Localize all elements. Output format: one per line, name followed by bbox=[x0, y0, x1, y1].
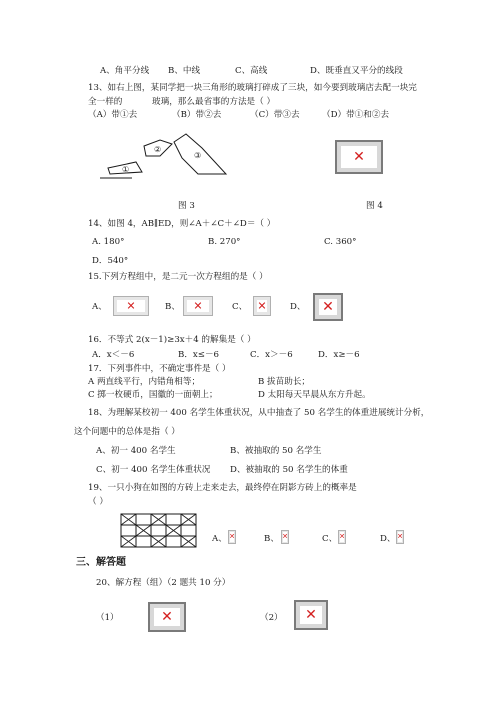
q20-part-1-broken-image: ✕ bbox=[148, 602, 186, 632]
q14-option-d: D．540° bbox=[92, 256, 129, 266]
q14-option-b: B. 270° bbox=[208, 237, 241, 247]
q19-option-d-broken-image: ✕ bbox=[396, 530, 404, 544]
q17-option-d: D 太阳每天早晨从东方升起。 bbox=[258, 390, 371, 400]
glass-piece-2-label: ② bbox=[154, 145, 162, 154]
q16-option-a: A．x＜－6 bbox=[92, 350, 135, 360]
q15-option-b-broken-image: ✕ bbox=[183, 296, 213, 316]
tile bbox=[181, 525, 196, 536]
q19-label-d: D、 bbox=[380, 534, 396, 544]
q16-stem: 16．不等式 2(x－1)≥3x＋4 的解集是（ ） bbox=[88, 335, 256, 345]
q13-option-b: （B）带②去 bbox=[172, 110, 222, 120]
q18-option-d: D、被抽取的 50 名学生的体重 bbox=[230, 465, 348, 475]
q19-stem-line2: （ ） bbox=[88, 497, 108, 507]
q13-stem-line2b: 玻璃，那么最省事的方法是（ ） bbox=[152, 97, 276, 107]
glass-piece-3-label: ③ bbox=[194, 151, 202, 160]
tile bbox=[166, 514, 181, 525]
q15-label-c: C、 bbox=[232, 302, 248, 312]
q13-option-d: （D）带①和②去 bbox=[322, 110, 390, 120]
q19-label-a: A、 bbox=[212, 534, 227, 544]
q18-option-a: A、初一 400 名学生 bbox=[96, 446, 176, 456]
tile bbox=[121, 525, 136, 536]
q12-option-a: A、角平分线 bbox=[100, 66, 150, 76]
figure-3-caption: 图 3 bbox=[178, 201, 195, 211]
q13-option-c: （C）带③去 bbox=[250, 110, 300, 120]
q18-stem-line2: 这个问题中的总体是指（ ） bbox=[74, 427, 180, 437]
q19-option-b-broken-image: ✕ bbox=[281, 530, 289, 544]
q20-part-2-label: （2） bbox=[260, 613, 283, 623]
q18-stem-line1: 18、为理解某校初一 400 名学生体重状况，从中抽查了 50 名学生的体重进展统计分析， bbox=[88, 408, 430, 418]
q18-option-c: C、初一 400 名学生体重状况 bbox=[96, 465, 211, 475]
glass-piece-1-label: ① bbox=[122, 165, 130, 174]
q14-option-c: C. 360° bbox=[324, 237, 357, 247]
section-3-heading: 三、解答题 bbox=[76, 557, 126, 568]
q20-stem: 20、解方程（组）（2 题共 10 分） bbox=[96, 578, 231, 588]
q19-stem-line1: 19、一只小狗在如图的方砖上走来走去，最终停在阴影方砖上的概率是 bbox=[88, 483, 357, 493]
q14-option-a: A. 180° bbox=[92, 237, 125, 247]
q14-stem: 14、如图 4，AB∥ED，则∠A＋∠C＋∠D＝（ ） bbox=[88, 219, 276, 229]
q19-option-c-broken-image: ✕ bbox=[338, 530, 346, 544]
q17-stem: 17．下列事件中，不确定事件是（ ） bbox=[88, 364, 231, 374]
figure-4-caption: 图 4 bbox=[366, 201, 383, 211]
q15-option-c-broken-image: ✕ bbox=[253, 296, 271, 316]
q12-option-c: C、高线 bbox=[235, 66, 268, 76]
tile bbox=[151, 525, 166, 536]
q13-stem-line1: 13、如右上图，某同学把一块三角形的玻璃打碎成了三块，如今要到玻璃店去配一块完 bbox=[88, 83, 417, 93]
q15-label-d: D、 bbox=[290, 302, 306, 312]
q13-option-a: （A）带①去 bbox=[88, 110, 138, 120]
q12-option-b: B、中线 bbox=[168, 66, 201, 76]
floor-tile-grid bbox=[120, 513, 198, 549]
q13-stem-line2a: 全一样的 bbox=[88, 97, 123, 107]
tile bbox=[166, 536, 181, 547]
q17-option-b: B 拔苗助长； bbox=[258, 377, 311, 387]
q15-label-b: B、 bbox=[165, 302, 180, 312]
q12-option-d: D、既垂直又平分的线段 bbox=[310, 66, 403, 76]
q15-option-d-broken-image: ✕ bbox=[313, 293, 343, 321]
tile bbox=[136, 536, 151, 547]
tile bbox=[136, 514, 151, 525]
q17-option-c: C 掷一枚硬币，国徽的一面朝上； bbox=[88, 390, 218, 400]
q19-label-b: B、 bbox=[264, 534, 279, 544]
q16-option-d: D．x≥－6 bbox=[318, 350, 360, 360]
q20-part-2-broken-image: ✕ bbox=[294, 600, 328, 630]
figure-4-broken-image: ✕ bbox=[335, 140, 383, 174]
q16-option-c: C．x＞－6 bbox=[250, 350, 293, 360]
q19-label-c: C、 bbox=[322, 534, 338, 544]
q15-stem: 15.下列方程组中，是二元一次方程组的是（ ） bbox=[88, 272, 268, 282]
broken-glass-figure bbox=[98, 128, 238, 188]
q15-option-a-broken-image: ✕ bbox=[113, 296, 149, 316]
q18-option-b: B、被抽取的 50 名学生 bbox=[230, 446, 322, 456]
q20-part-1-label: （1） bbox=[96, 613, 119, 623]
q17-option-a: A 两直线平行，内错角相等； bbox=[88, 377, 201, 387]
q19-option-a-broken-image: ✕ bbox=[228, 530, 236, 544]
q16-option-b: B．x≤－6 bbox=[178, 350, 220, 360]
q15-label-a: A、 bbox=[92, 302, 107, 312]
